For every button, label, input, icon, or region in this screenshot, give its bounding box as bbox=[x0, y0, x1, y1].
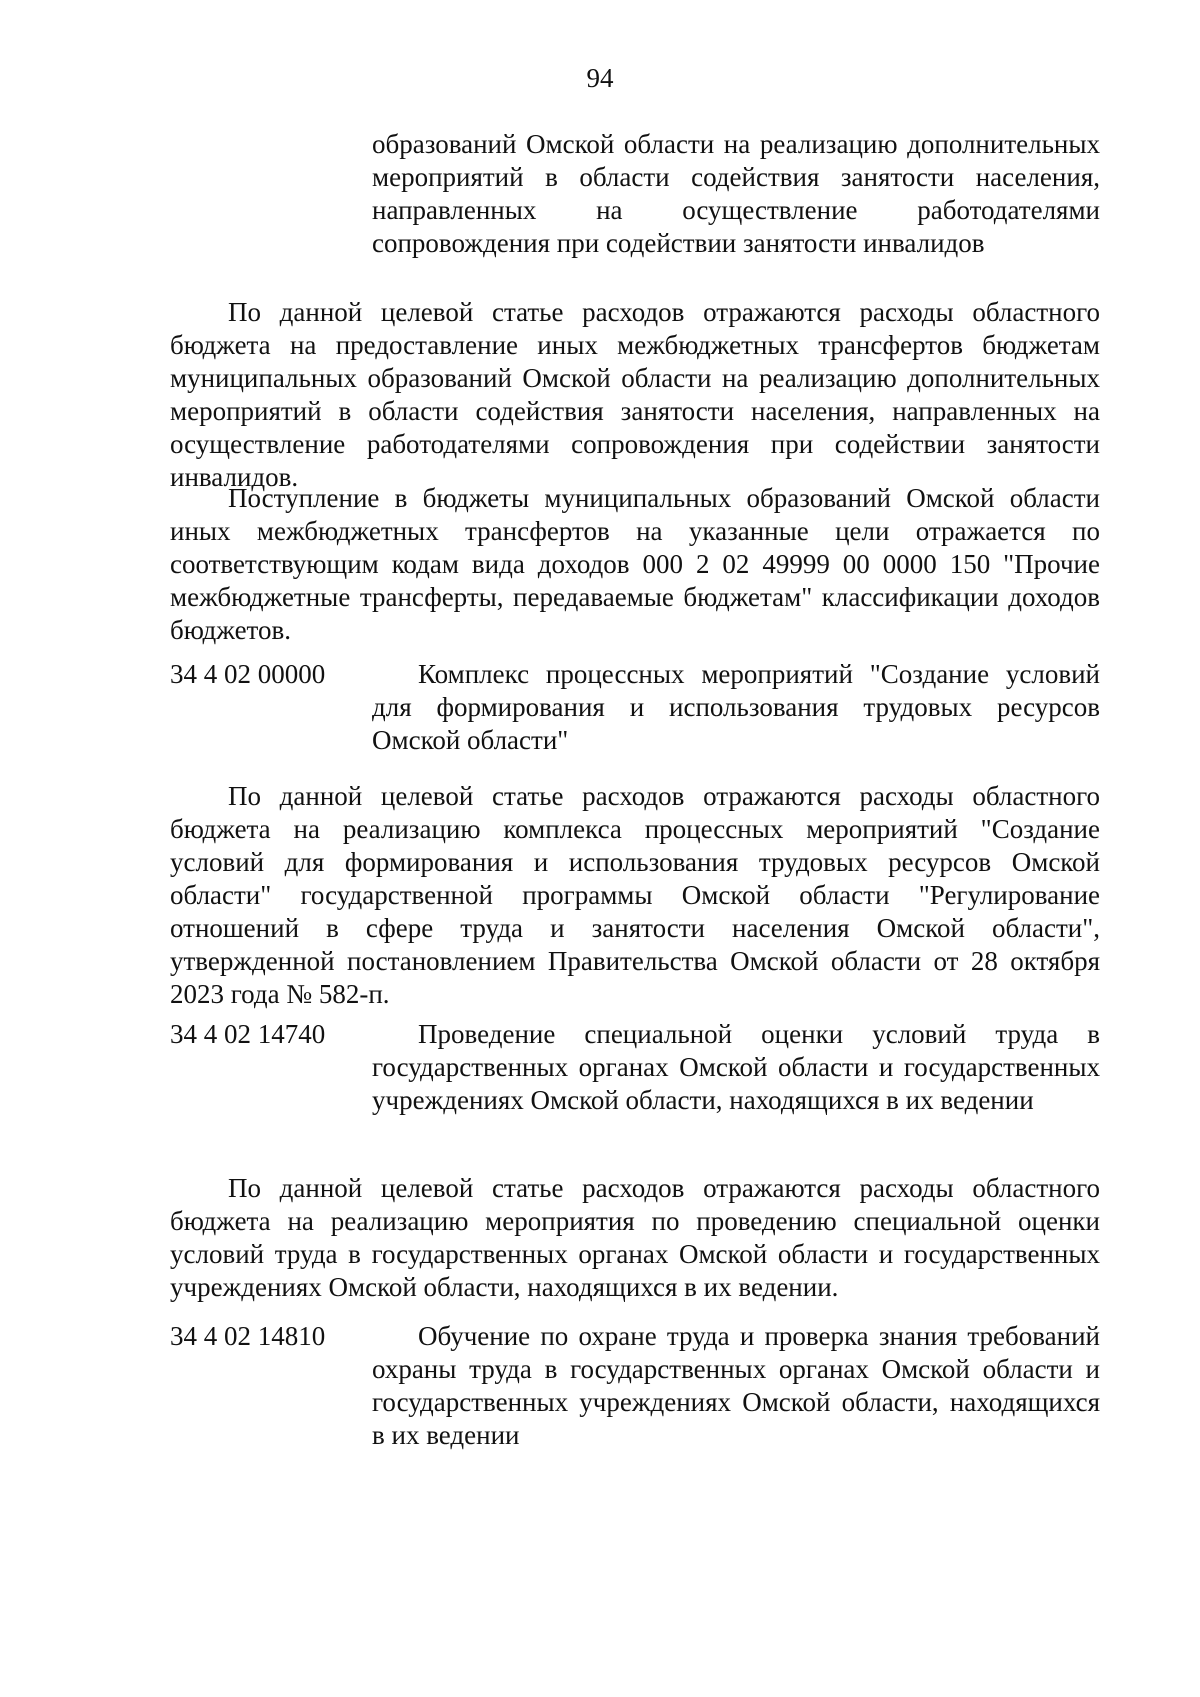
entry-title: Комплекс процессных мероприятий "Создание условий для формирования и использования трудовых ресурсов Омской области" bbox=[372, 659, 1100, 755]
entry-title: Обучение по охране труда и проверка знания требований охраны труда в государственных органах Омской области и государственных учреждениях Омской области, находящихся в их ведении bbox=[372, 1321, 1100, 1450]
entry-code: 34 4 02 14740 bbox=[170, 1019, 326, 1049]
paragraph-description: По данной целевой статье расходов отражаются расходы областного бюджета на предоставление иных межбюджетных трансфертов бюджетам муниципальных образований Омской области на реализацию дополнительных мероприятий в области содействия занятости населения, направленных на осуществление работодателями сопровождения при содействии занятости инвалидов. bbox=[170, 297, 1100, 492]
continued-entry-title: образований Омской области на реализацию дополнительных мероприятий в области содействия занятости населения, направленных на осуществление работодателями сопровождения при содействии занятости инвалидов bbox=[372, 129, 1100, 258]
entry-description: По данной целевой статье расходов отражаются расходы областного бюджета на реализацию комплекса процессных мероприятий "Создание условий для формирования и использования трудовых ресурсов Омской области" государственной программы Омской области "Регулирование отношений в сфере труда и занятости населения Омской области", утвержденной постановлением Правительства Омской области от 28 октября 2023 года № 582-п. bbox=[170, 781, 1100, 1009]
entry-code: 34 4 02 14810 bbox=[170, 1321, 326, 1351]
page-number: 94 bbox=[586, 63, 614, 93]
entry-code: 34 4 02 00000 bbox=[170, 659, 326, 689]
paragraph-income-note: Поступление в бюджеты муниципальных образований Омской области иных межбюджетных трансфертов на указанные цели отражается по соответствующим кодам вида доходов 000 2 02 49999 00 0000 150 "Прочие межбюджетные трансферты, передаваемые бюджетам" классификации доходов бюджетов. bbox=[170, 483, 1100, 645]
entry-description: По данной целевой статье расходов отражаются расходы областного бюджета на реализацию мероприятия по проведению специальной оценки условий труда в государственных органах Омской области и государственных учреждениях Омской области, находящихся в их ведении. bbox=[170, 1173, 1100, 1302]
entry-title: Проведение специальной оценки условий труда в государственных органах Омской области и государственных учреждениях Омской области, находящихся в их ведении bbox=[372, 1019, 1100, 1115]
